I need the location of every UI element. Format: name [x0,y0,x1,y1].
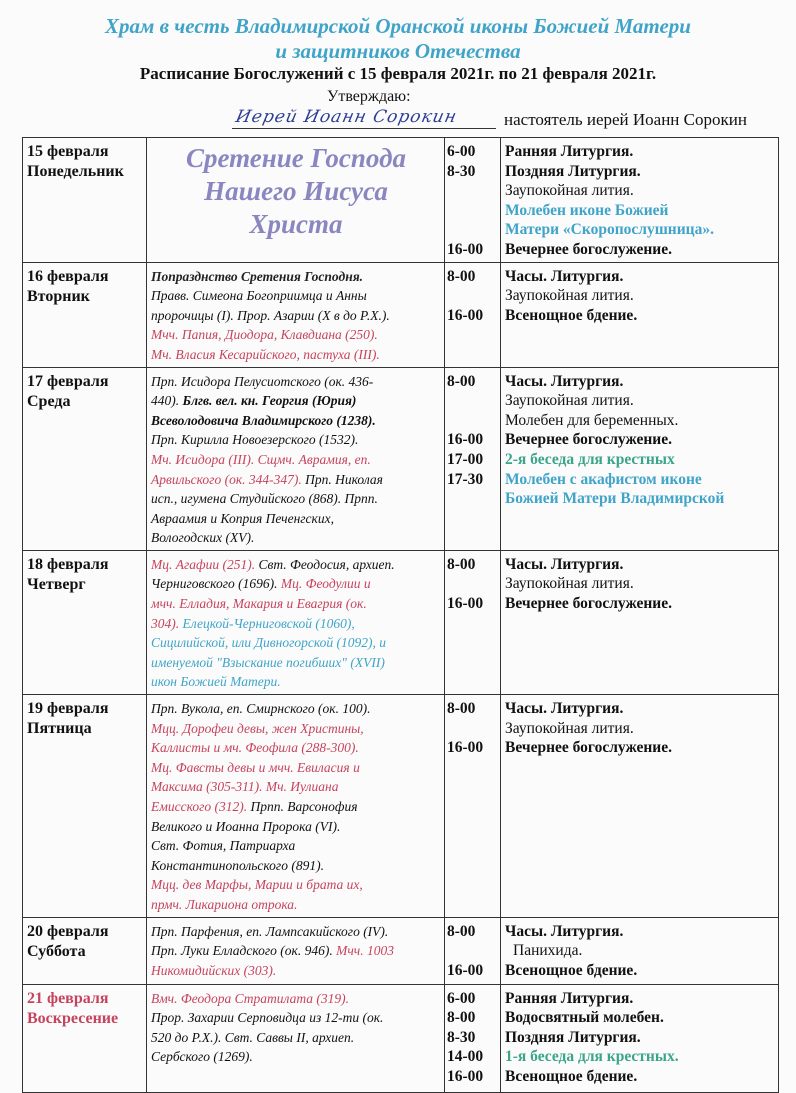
saint-line: Прп. Парфения, еп. Лампсакийского (IV). [151,923,389,939]
saint-line: Мц. Фавсты девы и мчч. Евиласия и [151,759,360,775]
date-cell [23,367,147,550]
time: 16-00 [447,595,484,613]
table-row [23,984,779,1092]
date-cell [23,984,147,1092]
weekday: Понедельник [27,163,124,180]
service: Всенощное бдение. [505,306,638,324]
service: Матери «Скоропослушница». [505,221,714,239]
services-cell [501,695,779,918]
service: Часы. Литургия. [505,922,624,940]
time: 8-00 [447,1009,476,1027]
saint-line: Мчч. 1003 [336,943,394,959]
time: 6-00 [447,143,476,160]
saint-line: Вмч. Феодора Стратилата (319). [151,990,349,1006]
saint-line: исп., игумена Студийского (868). Прпп. [151,491,378,507]
service: Поздняя Литургия. [505,162,641,180]
schedule-table [22,137,779,1093]
saint-line: Прп. Кирилла Новоезерского (1532). [151,432,359,448]
saint-line: Прп. Луки Елладского (ок. 946). [151,943,333,959]
services-cell [501,262,779,367]
time: 16-00 [447,961,484,979]
service: Заупокойная лития. [505,287,634,305]
table-row [23,917,779,984]
service: Божией Матери Владимирской [505,490,725,508]
saint-line: Мц. Агафии (251). [151,556,256,572]
services-cell [501,917,779,984]
feast-title [147,138,445,263]
saint-line: Арвильского (ок. 344-347). [151,471,302,487]
date-cell [23,917,147,984]
time: 6-00 [447,989,476,1007]
table-row [23,367,779,550]
time: 17-30 [447,470,484,488]
date: 18 февраля [27,555,109,573]
saint-line: Мц. Феодулии и [280,576,371,592]
service: Всенощное бдение. [505,1067,638,1085]
time [447,411,497,431]
saint-line: 440). [151,393,180,409]
service: Часы. Литургия. [505,267,624,285]
saint-line: Сицилийской, или Дивногорской (1092), и [151,635,387,651]
saint-line: пророчицы (I). Прор. Азарии (X в до Р.Х.). [151,307,390,323]
service: Заупокойная лития. [505,392,634,410]
date-cell [23,262,147,367]
rector-name: настоятель иерей Иоанн Сорокин [504,110,747,129]
time: 8-00 [447,922,476,940]
time [447,201,497,221]
service: Заупокойная лития. [505,575,634,593]
saint-line: мчч. Елладия, Макария и Евагрия (ок. [151,596,367,612]
service: Водосвятный молебен. [505,1009,664,1027]
time: 8-00 [447,555,476,573]
services-cell [501,138,779,263]
date-cell [23,138,147,263]
service: Ранняя Литургия. [505,143,634,160]
saint-line: Никомидийских (303). [151,962,277,978]
saint-line: Емисского (312). [151,799,248,814]
service: Ранняя Литургия. [505,989,634,1007]
weekday: Воскресение [27,1009,119,1027]
date: 21 февраля [27,989,109,1007]
service: Вечернее богослужение. [505,240,672,258]
service: Поздняя Литургия. [505,1028,641,1046]
service: Вечернее богослужение. [505,739,672,757]
saint-line: Авраамия и Коприя Печенгских, [151,510,334,526]
approve-label: Утверждаю: [327,88,411,105]
times-cell [445,138,501,263]
time [447,574,497,594]
time: 16-00 [447,306,484,324]
service: Часы. Литургия. [505,372,624,390]
time: 8-00 [447,372,476,390]
saints-cell [147,984,445,1092]
times-cell [445,917,501,984]
saint-line: именуемой "Взыскание погибших" (XVII) [151,654,385,670]
table-row [23,262,779,367]
service: Молебен для беременных. [505,411,679,429]
saints-cell [147,917,445,984]
time: 16-00 [447,240,484,258]
weekday: Вторник [27,287,90,305]
saint-line: Прп. Исидора Пелусиотского (ок. 436- [151,373,374,389]
time [447,719,497,739]
service: Вечернее богослужение. [505,431,672,449]
saint-line: Мч. Исидора (III). Сщмч. Аврамия, еп. [151,451,371,467]
feast-line: Христа [249,209,343,239]
services-cell [501,367,779,550]
time: 8-30 [447,1028,476,1046]
service: 1-я беседа для крестных. [505,1048,679,1066]
table-row [23,550,779,694]
service: Часы. Литургия. [505,700,624,718]
church-name [0,14,796,64]
time: 16-00 [447,739,484,757]
date: 17 февраля [27,372,109,390]
date-cell [23,695,147,918]
times-cell [445,367,501,550]
saint-line: Свт. Фотия, Патриарха [151,838,296,854]
times-cell [445,984,501,1092]
weekday: Пятница [27,720,92,738]
times-cell [445,695,501,918]
saint-line: Мч. Власия Кесарийского, пастуха (III). [151,346,380,362]
saint-line: Каллисты и мч. Феофила (288-300). [151,740,359,756]
weekday: Четверг [27,575,86,593]
time [447,286,497,306]
saint-line: 520 до Р.Х.). Свт. Саввы II, архиеп. [151,1029,355,1045]
church-name-line2: и защитников Отечества [275,39,521,63]
time: 8-30 [447,162,476,180]
church-name-line1: Храм в честь Владимирской Оранской иконы Божией Матери [105,14,691,38]
services-cell [501,550,779,694]
saint-line: Максима (305-311). Мч. Иулиана [151,779,339,795]
saint-line: Блгв. вел. кн. Георгия (Юрия) [182,393,357,409]
time: 16-00 [447,431,484,449]
saint-line: Правв. Симеона Богоприимца и Анны [151,288,367,304]
signature-line [232,128,496,129]
saint-line: Прп. Вукола, еп. Смирнского (ок. 100). [151,701,371,717]
saint-line: Мцц. Дорофеи девы, жен Христины, [151,720,364,736]
saint-line: Мцц. дев Марфы, Марии и брата их, [151,877,363,893]
saint-line: Свт. Феодосия, архиеп. [258,556,395,572]
date: 19 февраля [27,700,109,718]
date-cell [23,550,147,694]
handwritten-signature: Иерей Иоанн Сорокин [233,107,459,127]
table-row [23,695,779,918]
date: 20 февраля [27,922,109,940]
time [447,941,497,961]
weekday: Среда [27,392,71,410]
service: Всенощное бдение. [505,961,638,979]
service: Часы. Литургия. [505,555,624,573]
date: 15 февраля [27,143,109,160]
saint-line: Прпп. Варсонофия [250,799,358,814]
saint-line: Великого и Иоанна Пророка (VI). [151,818,341,834]
saint-line: Попразднство Сретения Господня. [151,268,364,284]
feast-line: Нашего Иисуса [204,176,388,206]
schedule-title: Расписание Богослужений с 15 февраля 2021г. по 21 февраля 2021г. [139,64,657,83]
saints-cell [147,367,445,550]
service: Вечернее богослужение. [505,595,672,613]
saint-line: Елецкой-Черниговской (1060), [182,615,355,631]
saint-line: Прп. Николая [305,471,383,487]
service: Молебен иконе Божией [505,201,669,219]
saint-line: Вологодских (XV). [151,530,255,546]
saint-line: Прор. Захарии Серповидца из 12-ти (ок. [151,1010,384,1026]
time: 8-00 [447,267,476,285]
time: 17-00 [447,450,484,468]
saints-cell [147,695,445,918]
saint-line: икон Божией Матери. [151,674,281,690]
times-cell [445,550,501,694]
service: Заупокойная лития. [505,719,634,737]
times-cell [445,262,501,367]
saint-line: Сербского (1269). [151,1049,253,1065]
time [447,181,497,201]
saint-line: 304). [151,615,180,631]
saint-line: Черниговского (1696). [151,576,278,592]
table-row [23,138,779,263]
date: 16 февраля [27,267,109,285]
service: Молебен с акафистом иконе [505,470,702,488]
saint-line: прмч. Ликариона отрока. [151,896,298,912]
saint-line: Всеволодовича Владимирского (1238). [151,412,376,428]
saints-cell [147,550,445,694]
service: Заупокойная лития. [505,182,634,200]
saints-cell [147,262,445,367]
service: Панихида. [513,942,583,960]
time: 14-00 [447,1048,484,1066]
weekday: Суббота [27,942,86,960]
feast-line: Сретение Господа [186,143,406,173]
time [447,220,497,240]
saint-line: Константинопольского (891). [151,857,324,873]
services-cell [501,984,779,1092]
time: 8-00 [447,700,476,718]
time: 16-00 [447,1067,484,1085]
time [447,391,497,411]
saint-line: Мчч. Папия, Диодора, Клавдиана (250). [151,327,378,343]
service: 2-я беседа для крестных [505,450,675,468]
